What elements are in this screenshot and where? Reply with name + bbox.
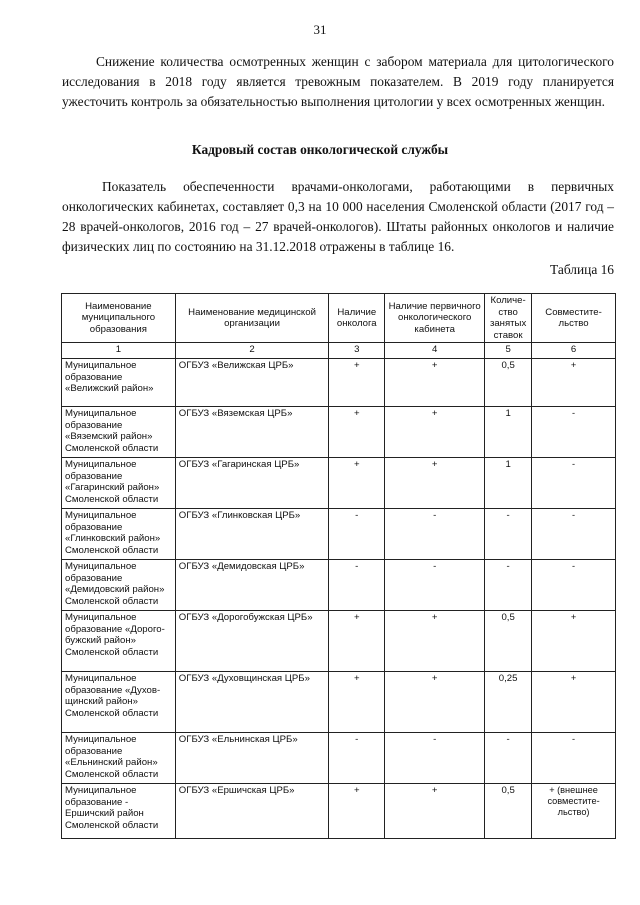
cell-oncologist: + bbox=[329, 407, 385, 458]
cell-part-time: - bbox=[532, 509, 616, 560]
cell-oncologist: + bbox=[329, 784, 385, 839]
cell-organization: ОГБУЗ «Гагаринская ЦРБ» bbox=[175, 458, 329, 509]
cell-municipality: Муниципальное образование «Демидовский район» Смоленской области bbox=[62, 560, 176, 611]
cell-rates: - bbox=[485, 733, 532, 784]
cell-municipality: Муниципальное образование «Ельнинский район» Смоленской области bbox=[62, 733, 176, 784]
section-heading: Кадровый состав онкологической службы bbox=[191, 142, 449, 157]
header-oncologist: Наличие онколога bbox=[329, 294, 385, 343]
cell-cabinet: - bbox=[385, 509, 485, 560]
cell-rates: - bbox=[485, 509, 532, 560]
column-number: 6 bbox=[532, 343, 616, 359]
table-row bbox=[62, 611, 616, 672]
cell-organization: ОГБУЗ «Ельнинская ЦРБ» bbox=[175, 733, 329, 784]
cell-part-time: - bbox=[532, 733, 616, 784]
table-row bbox=[62, 359, 616, 407]
cell-part-time: + bbox=[532, 359, 616, 407]
cell-oncologist: + bbox=[329, 359, 385, 407]
cell-organization: ОГБУЗ «Дорогобужская ЦРБ» bbox=[175, 611, 329, 672]
table-row bbox=[62, 784, 616, 839]
table-row bbox=[62, 672, 616, 733]
column-number-row bbox=[62, 343, 616, 359]
cell-cabinet: + bbox=[385, 784, 485, 839]
cell-rates: 1 bbox=[485, 458, 532, 509]
cell-oncologist: + bbox=[329, 611, 385, 672]
table-row bbox=[62, 509, 616, 560]
cell-cabinet: + bbox=[385, 458, 485, 509]
column-number: 4 bbox=[385, 343, 485, 359]
cell-cabinet: + bbox=[385, 407, 485, 458]
cell-organization: ОГБУЗ «Вяземская ЦРБ» bbox=[175, 407, 329, 458]
cell-organization: ОГБУЗ «Ершичская ЦРБ» bbox=[175, 784, 329, 839]
cell-oncologist: + bbox=[329, 458, 385, 509]
table-caption: Таблица 16 bbox=[550, 262, 614, 277]
cell-oncologist: - bbox=[329, 733, 385, 784]
cell-municipality: Муниципальное образование «Глинковский район» Смоленской области bbox=[62, 509, 176, 560]
cell-part-time: + (внешнее совместите-льство) bbox=[532, 784, 616, 839]
column-number: 5 bbox=[485, 343, 532, 359]
cell-municipality: Муниципальное образование «Гагаринский район» Смоленской области bbox=[62, 458, 176, 509]
cell-organization: ОГБУЗ «Духовщинская ЦРБ» bbox=[175, 672, 329, 733]
header-part-time: Совместите-льство bbox=[532, 294, 616, 343]
cell-cabinet: - bbox=[385, 733, 485, 784]
cell-municipality: Муниципальное образование «Вяземский район» Смоленской области bbox=[62, 407, 176, 458]
cell-cabinet: - bbox=[385, 560, 485, 611]
column-number: 2 bbox=[175, 343, 329, 359]
cell-cabinet: + bbox=[385, 611, 485, 672]
cell-municipality: Муниципальное образование «Велижский район» bbox=[62, 359, 176, 407]
header-municipality: Наименование муниципального образования bbox=[62, 294, 176, 343]
table-row bbox=[62, 733, 616, 784]
table-row bbox=[62, 458, 616, 509]
cell-rates: 0,25 bbox=[485, 672, 532, 733]
cell-cabinet: + bbox=[385, 359, 485, 407]
cell-oncologist: - bbox=[329, 560, 385, 611]
table-header-row bbox=[62, 294, 616, 343]
cell-rates: - bbox=[485, 560, 532, 611]
cell-cabinet: + bbox=[385, 672, 485, 733]
cell-municipality: Муниципальное образование «Дорого-бужский район» Смоленской области bbox=[62, 611, 176, 672]
cell-rates: 0,5 bbox=[485, 359, 532, 407]
cell-municipality: Муниципальное образование «Духов-щинский район» Смоленской области bbox=[62, 672, 176, 733]
cell-rates: 0,5 bbox=[485, 611, 532, 672]
column-number: 3 bbox=[329, 343, 385, 359]
cell-municipality: Муниципальное образование - Ершичский район Смоленской области bbox=[62, 784, 176, 839]
header-organization: Наименование медицинской организации bbox=[175, 294, 329, 343]
cell-rates: 1 bbox=[485, 407, 532, 458]
header-rates: Количе-ство занятых ставок bbox=[485, 294, 532, 343]
cell-oncologist: - bbox=[329, 509, 385, 560]
cell-organization: ОГБУЗ «Глинковская ЦРБ» bbox=[175, 509, 329, 560]
paragraph-staffing: Показатель обеспеченности врачами-онкологами, работающими в первичных онкологических кабинетах, составляет 0,3 на 10 000 населения Смоленской области (2017 год – 28 врачей-онкологов, 2016 год – 27 врачей-онкологов). Штаты районных онкологов и наличие физических лиц по состоянию на 31.12.2018 отражены в таблице 16. bbox=[62, 179, 614, 254]
table-row bbox=[62, 407, 616, 458]
cell-part-time: - bbox=[532, 458, 616, 509]
cell-part-time: + bbox=[532, 672, 616, 733]
cell-oncologist: + bbox=[329, 672, 385, 733]
cell-part-time: - bbox=[532, 560, 616, 611]
staffing-table bbox=[61, 293, 616, 839]
cell-organization: ОГБУЗ «Велижская ЦРБ» bbox=[175, 359, 329, 407]
cell-rates: 0,5 bbox=[485, 784, 532, 839]
page-number: 31 bbox=[313, 22, 327, 37]
column-number: 1 bbox=[62, 343, 176, 359]
cell-part-time: - bbox=[532, 407, 616, 458]
cell-part-time: + bbox=[532, 611, 616, 672]
paragraph-cytology: Снижение количества осмотренных женщин с забором материала для цитологического исследования в 2018 году является тревожным показателем. В 2019 году планируется ужесточить контроль за обязательностью выполнения цитологии у всех осмотренных женщин. bbox=[62, 54, 614, 109]
cell-organization: ОГБУЗ «Демидовская ЦРБ» bbox=[175, 560, 329, 611]
table-row bbox=[62, 560, 616, 611]
header-cabinet: Наличие первичного онкологического кабинета bbox=[385, 294, 485, 343]
